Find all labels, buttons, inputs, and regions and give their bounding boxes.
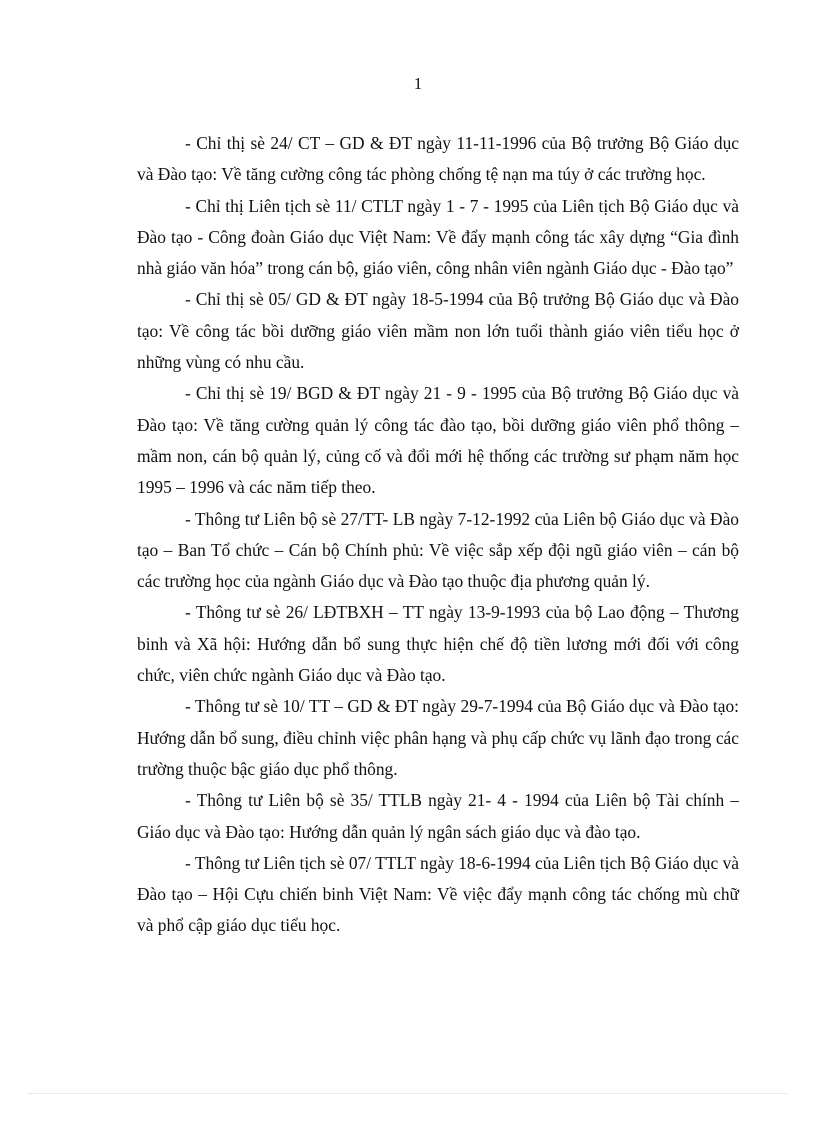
paragraph-directive-19: - Chỉ thị sè 19/ BGD & ĐT ngày 21 - 9 - 1995 của Bộ trưởng Bộ Giáo dục và Đào tạo: Về tăng cường quản lý công tác đào tạo, bồi dưỡng giáo viên phổ thông – mầm non, cán bộ quản lý, củng cố và đổi mới hệ thống các trường sư phạm năm học 1995 – 1996 và các năm tiếp theo. — [137, 383, 739, 498]
paragraph-directive-24: - Chỉ thị sè 24/ CT – GD & ĐT ngày 11-11-1996 của Bộ trưởng Bộ Giáo dục và Đào tạo: Về tăng cường công tác phòng chống tệ nạn ma túy ở các trường học. — [137, 133, 739, 185]
paragraph-directive-11: - Chỉ thị Liên tịch sè 11/ CTLT ngày 1 - 7 - 1995 của Liên tịch Bộ Giáo dục và Đào tạo - Công đoàn Giáo dục Việt Nam: Về đẩy mạnh công tác xây dựng “Gia đình nhà giáo văn hóa” trong cán bộ, giáo viên, công nhân viên ngành Giáo dục - Đào tạo” — [137, 195, 739, 279]
paragraph-directive-05: - Chỉ thị sè 05/ GD & ĐT ngày 18-5-1994 của Bộ trưởng Bộ Giáo dục và Đào tạo: Về công tác bồi dưỡng giáo viên mầm non lớn tuổi thành giáo viên tiểu học ở những vùng có nhu cầu. — [137, 289, 739, 373]
paragraph-circular-35: - Thông tư Liên bộ sè 35/ TTLB ngày 21- 4 - 1994 của Liên bộ Tài chính – Giáo dục và Đào tạo: Hướng dẫn quản lý ngân sách giáo dục và đào tạo. — [137, 790, 739, 842]
paragraph-circular-10: - Thông tư sè 10/ TT – GD & ĐT ngày 29-7-1994 của Bộ Giáo dục và Đào tạo: Hướng dẫn bổ sung, điều chỉnh việc phân hạng và phụ cấp chức vụ lãnh đạo trong các trường thuộc bậc giáo dục phổ thông. — [137, 696, 739, 779]
document-body — [137, 128, 739, 942]
paragraph-circular-26: - Thông tư sè 26/ LĐTBXH – TT ngày 13-9-1993 của bộ Lao động – Thương binh và Xã hội: Hướng dẫn bổ sung thực hiện chế độ tiền lương mới đối với công chức, viên chức ngành Giáo dục và Đào tạo. — [137, 602, 739, 686]
page-number: 1 — [413, 74, 423, 93]
paragraph-circular-07: - Thông tư Liên tịch sè 07/ TTLT ngày 18-6-1994 của Liên tịch Bộ Giáo dục và Đào tạo – Hội Cựu chiến binh Việt Nam: Về việc đẩy mạnh công tác chống mù chữ và phổ cập giáo dục tiểu học. — [137, 852, 739, 936]
footer-divider — [28, 1093, 788, 1094]
paragraph-circular-27: - Thông tư Liên bộ sè 27/TT- LB ngày 7-12-1992 của Liên bộ Giáo dục và Đào tạo – Ban Tổ chức – Cán bộ Chính phủ: Về việc sắp xếp đội ngũ giáo viên – cán bộ các trường học của ngành Giáo dục và Đào tạo thuộc địa phương quản lý. — [137, 508, 739, 592]
